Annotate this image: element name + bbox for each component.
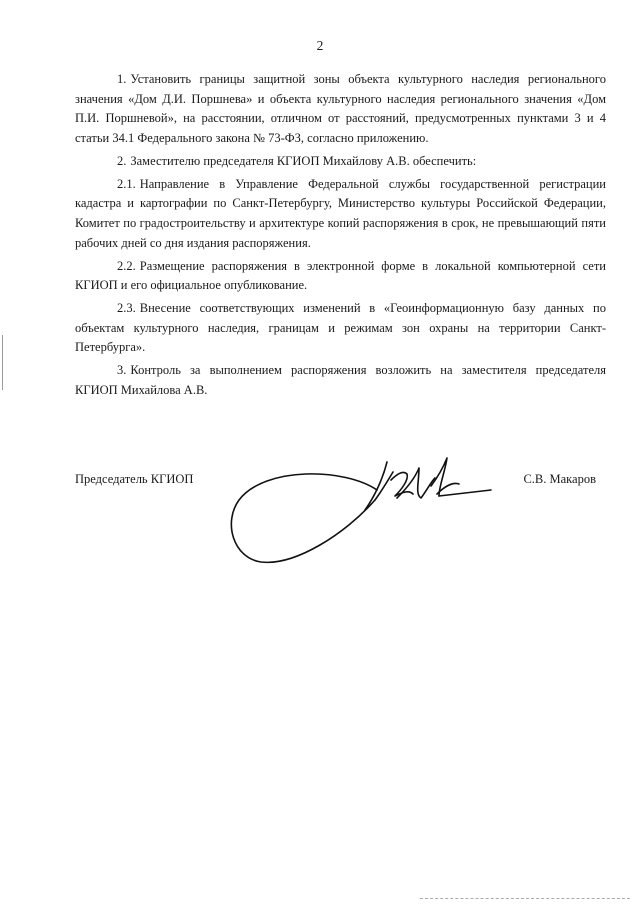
document-body [75,70,606,404]
paragraph-text: Размещение распоряжения в электронной форме в локальной компьютерной сети КГИОП и его официальное опубликование. [75,258,606,293]
scan-bottom-mark [420,898,630,901]
paragraph-number: 3. [117,363,127,378]
paragraph-1 [75,70,606,148]
paragraph-number: 2.1. [117,176,136,191]
signer-name: С.В. Макаров [523,472,596,486]
paragraph-number: 2.2. [117,258,136,273]
paragraph-3 [75,361,606,400]
paragraph-text: Внесение соответствующих изменений в «Геоинформационную базу данных по объектам культурного наследия, границам и режимам зон охраны на территории Санкт-Петербурга». [75,301,606,355]
signer-title: Председатель КГИОП [75,472,194,486]
scan-edge-mark [2,335,3,390]
paragraph-text: Заместителю председателя КГИОП Михайлову А.В. обеспечить: [130,153,477,168]
paragraph-text: Направление в Управление Федеральной службы государственной регистрации кадастра и картографии по Санкт-Петербургу, Министерство культуры Российской Федерации, Комитет по градостроительству и архитектуре копий распоряжения в срок, не превышающий пяти рабочих дней со дня издания распоряжения. [75,176,606,250]
paragraph-number: 2.3. [117,301,136,316]
paragraph-2-3 [75,299,606,358]
paragraph-2-1 [75,175,606,253]
paragraph-2 [75,152,606,172]
paragraph-2-2 [75,257,606,296]
handwritten-signature-icon [225,438,495,578]
paragraph-text: Контроль за выполнением распоряжения возложить на заместителя председателя КГИОП Михайлова А.В. [75,363,606,397]
paragraph-number: 1. [117,72,127,86]
paragraph-number: 2. [117,153,127,168]
paragraph-text: Установить границы защитной зоны объекта культурного наследия регионального значения «Дом Д.И. Поршнева» и объекта культурного наследия регионального значения «Дом П.И. Поршневой», на расстоянии, отличном от расстояний, предусмотренных пунктами 3 и 4 статьи 34.1 Федерального закона № 73-ФЗ, согласно приложению. [75,72,606,145]
page-number: 2 [316,38,324,53]
